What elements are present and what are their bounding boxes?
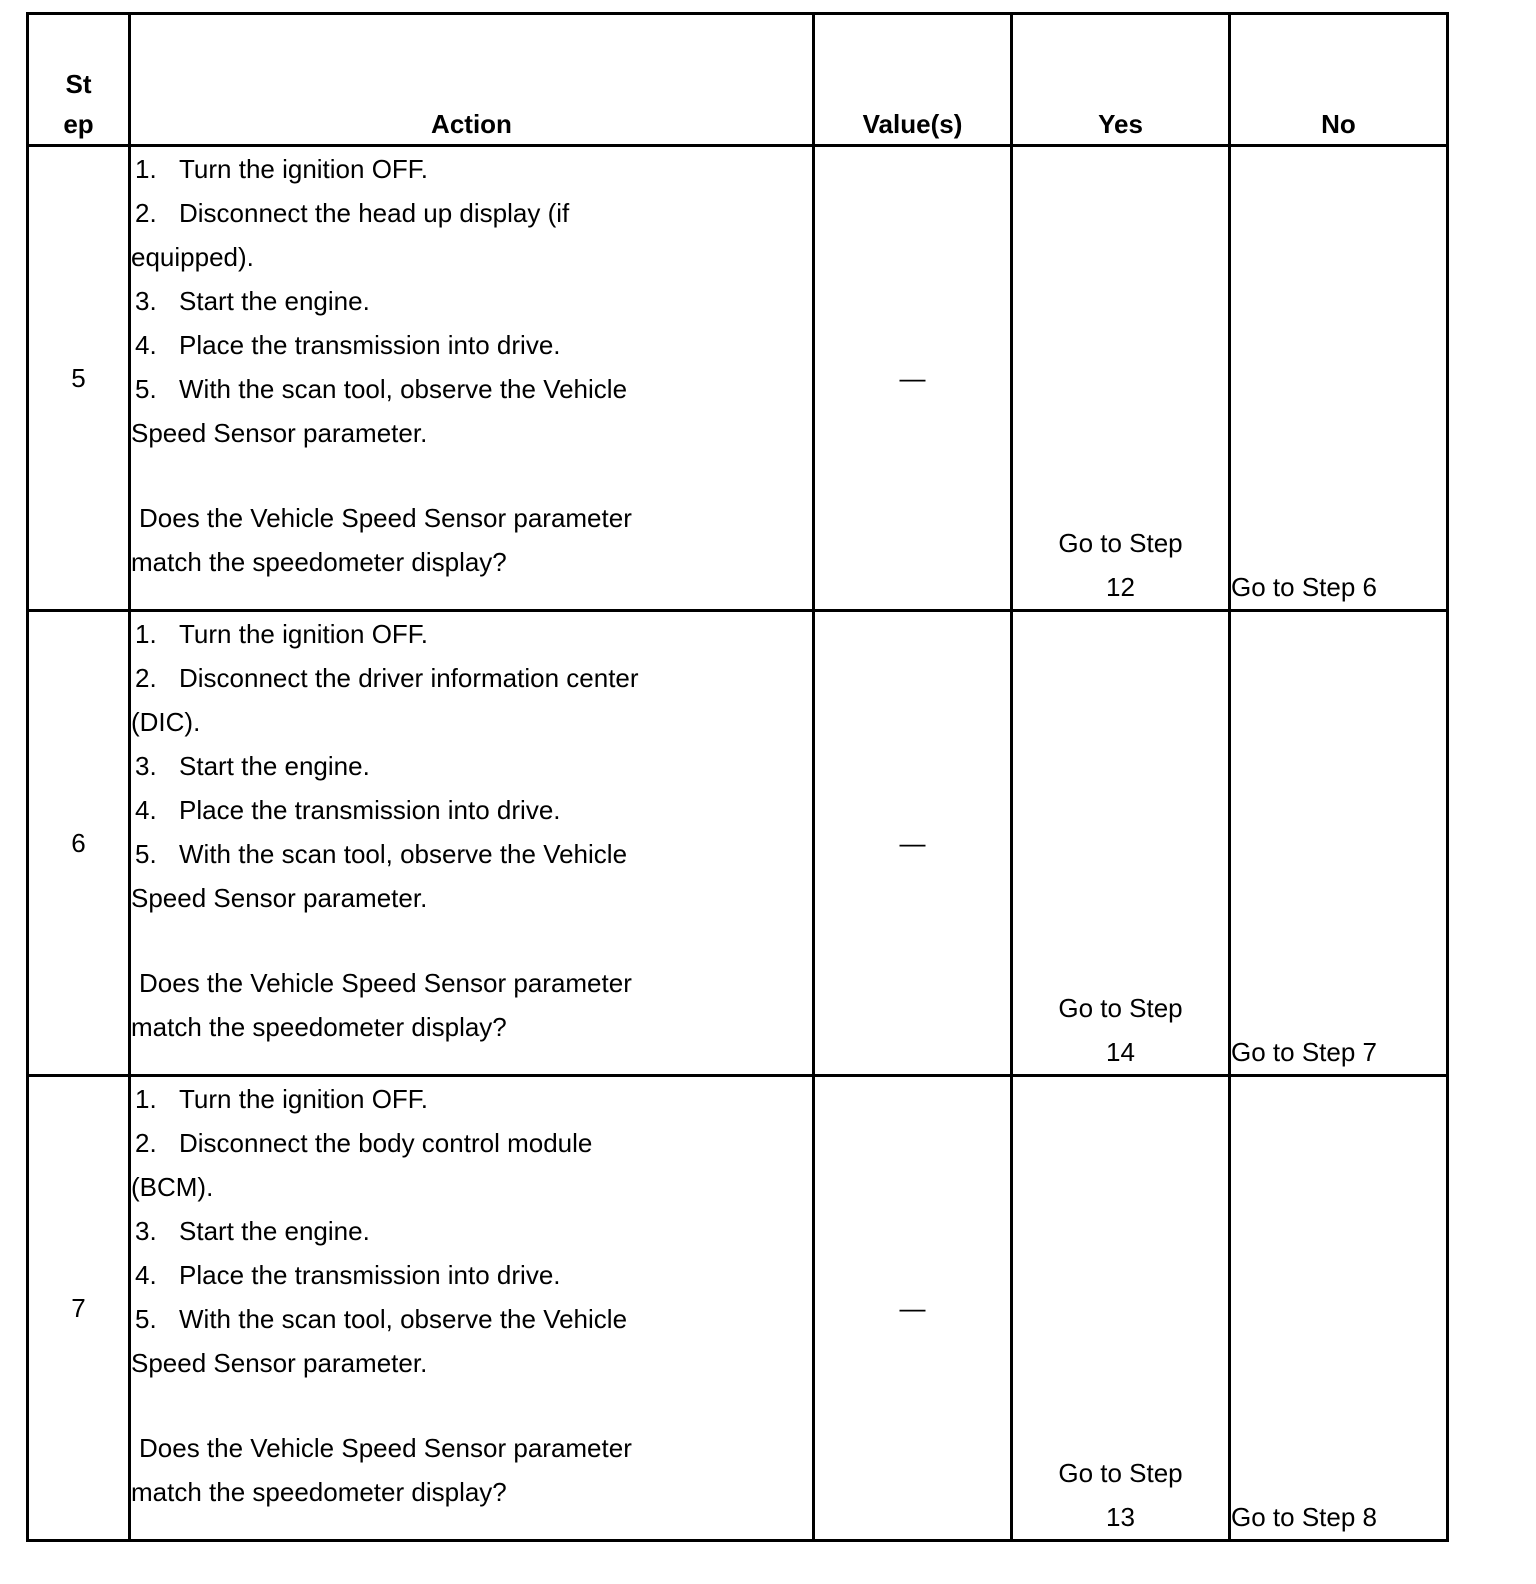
action-step-text: Turn the ignition OFF. (179, 619, 429, 649)
action-step-item (131, 1121, 812, 1209)
action-step-item (131, 1077, 812, 1121)
action-cell (130, 146, 814, 611)
action-step-continuation: Speed Sensor parameter. (131, 1348, 428, 1378)
action-step-continuation: equipped). (131, 242, 254, 272)
action-step-text: With the scan tool, observe the Vehicle (179, 374, 628, 404)
action-step-text: Start the engine. (179, 1216, 370, 1246)
action-step-item (131, 323, 812, 367)
action-step-item (131, 656, 812, 744)
value-cell: — (814, 146, 1012, 611)
value-cell: — (814, 1076, 1012, 1541)
yes-line2: 13 (1106, 1502, 1135, 1532)
action-step-number: 1. (135, 619, 157, 649)
action-step-number: 3. (135, 1216, 157, 1246)
table-row (28, 1076, 1448, 1541)
action-step-text: Place the transmission into drive. (179, 330, 561, 360)
action-cell (130, 1076, 814, 1541)
header-yes: Yes (1012, 14, 1230, 146)
question-line2: match the speedometer display? (131, 547, 507, 577)
question-line1: Does the Vehicle Speed Sensor parameter (139, 968, 632, 998)
step-number: 7 (28, 1076, 130, 1541)
no-cell: Go to Step 7 (1230, 611, 1448, 1076)
step-number: 5 (28, 146, 130, 611)
question (131, 1426, 812, 1514)
action-step-number: 4. (135, 330, 157, 360)
action-step-text: Disconnect the driver information center (179, 663, 639, 693)
yes-line1: Go to Step (1058, 528, 1183, 558)
yes-line2: 14 (1106, 1037, 1135, 1067)
action-step-text: Disconnect the body control module (179, 1128, 593, 1158)
table-row (28, 146, 1448, 611)
action-steps-list (131, 147, 812, 455)
action-step-text: Place the transmission into drive. (179, 795, 561, 825)
yes-line1: Go to Step (1058, 993, 1183, 1023)
action-step-item (131, 279, 812, 323)
action-step-text: Turn the ignition OFF. (179, 154, 429, 184)
action-step-text: Turn the ignition OFF. (179, 1084, 429, 1114)
header-step-line1: St (65, 69, 92, 99)
action-step-number: 1. (135, 154, 157, 184)
action-step-number: 5. (135, 1304, 157, 1334)
action-step-text: With the scan tool, observe the Vehicle (179, 1304, 628, 1334)
diagnostic-table (26, 12, 1449, 1542)
action-steps-list (131, 1077, 812, 1385)
action-step-number: 5. (135, 839, 157, 869)
question-line1: Does the Vehicle Speed Sensor parameter (139, 503, 632, 533)
header-no: No (1230, 14, 1448, 146)
action-step-number: 5. (135, 374, 157, 404)
yes-cell (1012, 1076, 1230, 1541)
action-step-continuation: (BCM). (131, 1172, 214, 1202)
action-step-item (131, 612, 812, 656)
header-values: Value(s) (814, 14, 1012, 146)
question (131, 496, 812, 584)
action-step-item (131, 1253, 812, 1297)
action-step-number: 4. (135, 1260, 157, 1290)
action-step-item (131, 191, 812, 279)
action-step-item (131, 367, 812, 455)
action-step-number: 3. (135, 286, 157, 316)
action-step-continuation: Speed Sensor parameter. (131, 883, 428, 913)
header-step-line2: ep (63, 109, 94, 139)
yes-line1: Go to Step (1058, 1458, 1183, 1488)
action-step-item (131, 832, 812, 920)
header-step (28, 14, 130, 146)
yes-line2: 12 (1106, 572, 1135, 602)
header-action: Action (130, 14, 814, 146)
no-cell: Go to Step 6 (1230, 146, 1448, 611)
action-cell (130, 611, 814, 1076)
action-step-item (131, 1297, 812, 1385)
action-step-number: 1. (135, 1084, 157, 1114)
action-step-text: Start the engine. (179, 751, 370, 781)
action-steps-list (131, 612, 812, 920)
step-number: 6 (28, 611, 130, 1076)
action-step-continuation: Speed Sensor parameter. (131, 418, 428, 448)
action-step-text: Start the engine. (179, 286, 370, 316)
yes-cell (1012, 611, 1230, 1076)
action-step-item (131, 147, 812, 191)
header-row (28, 14, 1448, 146)
action-step-item (131, 744, 812, 788)
no-cell: Go to Step 8 (1230, 1076, 1448, 1541)
yes-cell (1012, 146, 1230, 611)
action-step-item (131, 788, 812, 832)
question-line2: match the speedometer display? (131, 1012, 507, 1042)
action-step-continuation: (DIC). (131, 707, 201, 737)
question-line1: Does the Vehicle Speed Sensor parameter (139, 1433, 632, 1463)
action-step-number: 2. (135, 198, 157, 228)
action-step-number: 2. (135, 663, 157, 693)
action-step-number: 3. (135, 751, 157, 781)
action-step-item (131, 1209, 812, 1253)
value-cell: — (814, 611, 1012, 1076)
action-step-number: 4. (135, 795, 157, 825)
action-step-text: Disconnect the head up display (if (179, 198, 570, 228)
action-step-text: With the scan tool, observe the Vehicle (179, 839, 628, 869)
action-step-number: 2. (135, 1128, 157, 1158)
action-step-text: Place the transmission into drive. (179, 1260, 561, 1290)
question-line2: match the speedometer display? (131, 1477, 507, 1507)
question (131, 961, 812, 1049)
table-row (28, 611, 1448, 1076)
